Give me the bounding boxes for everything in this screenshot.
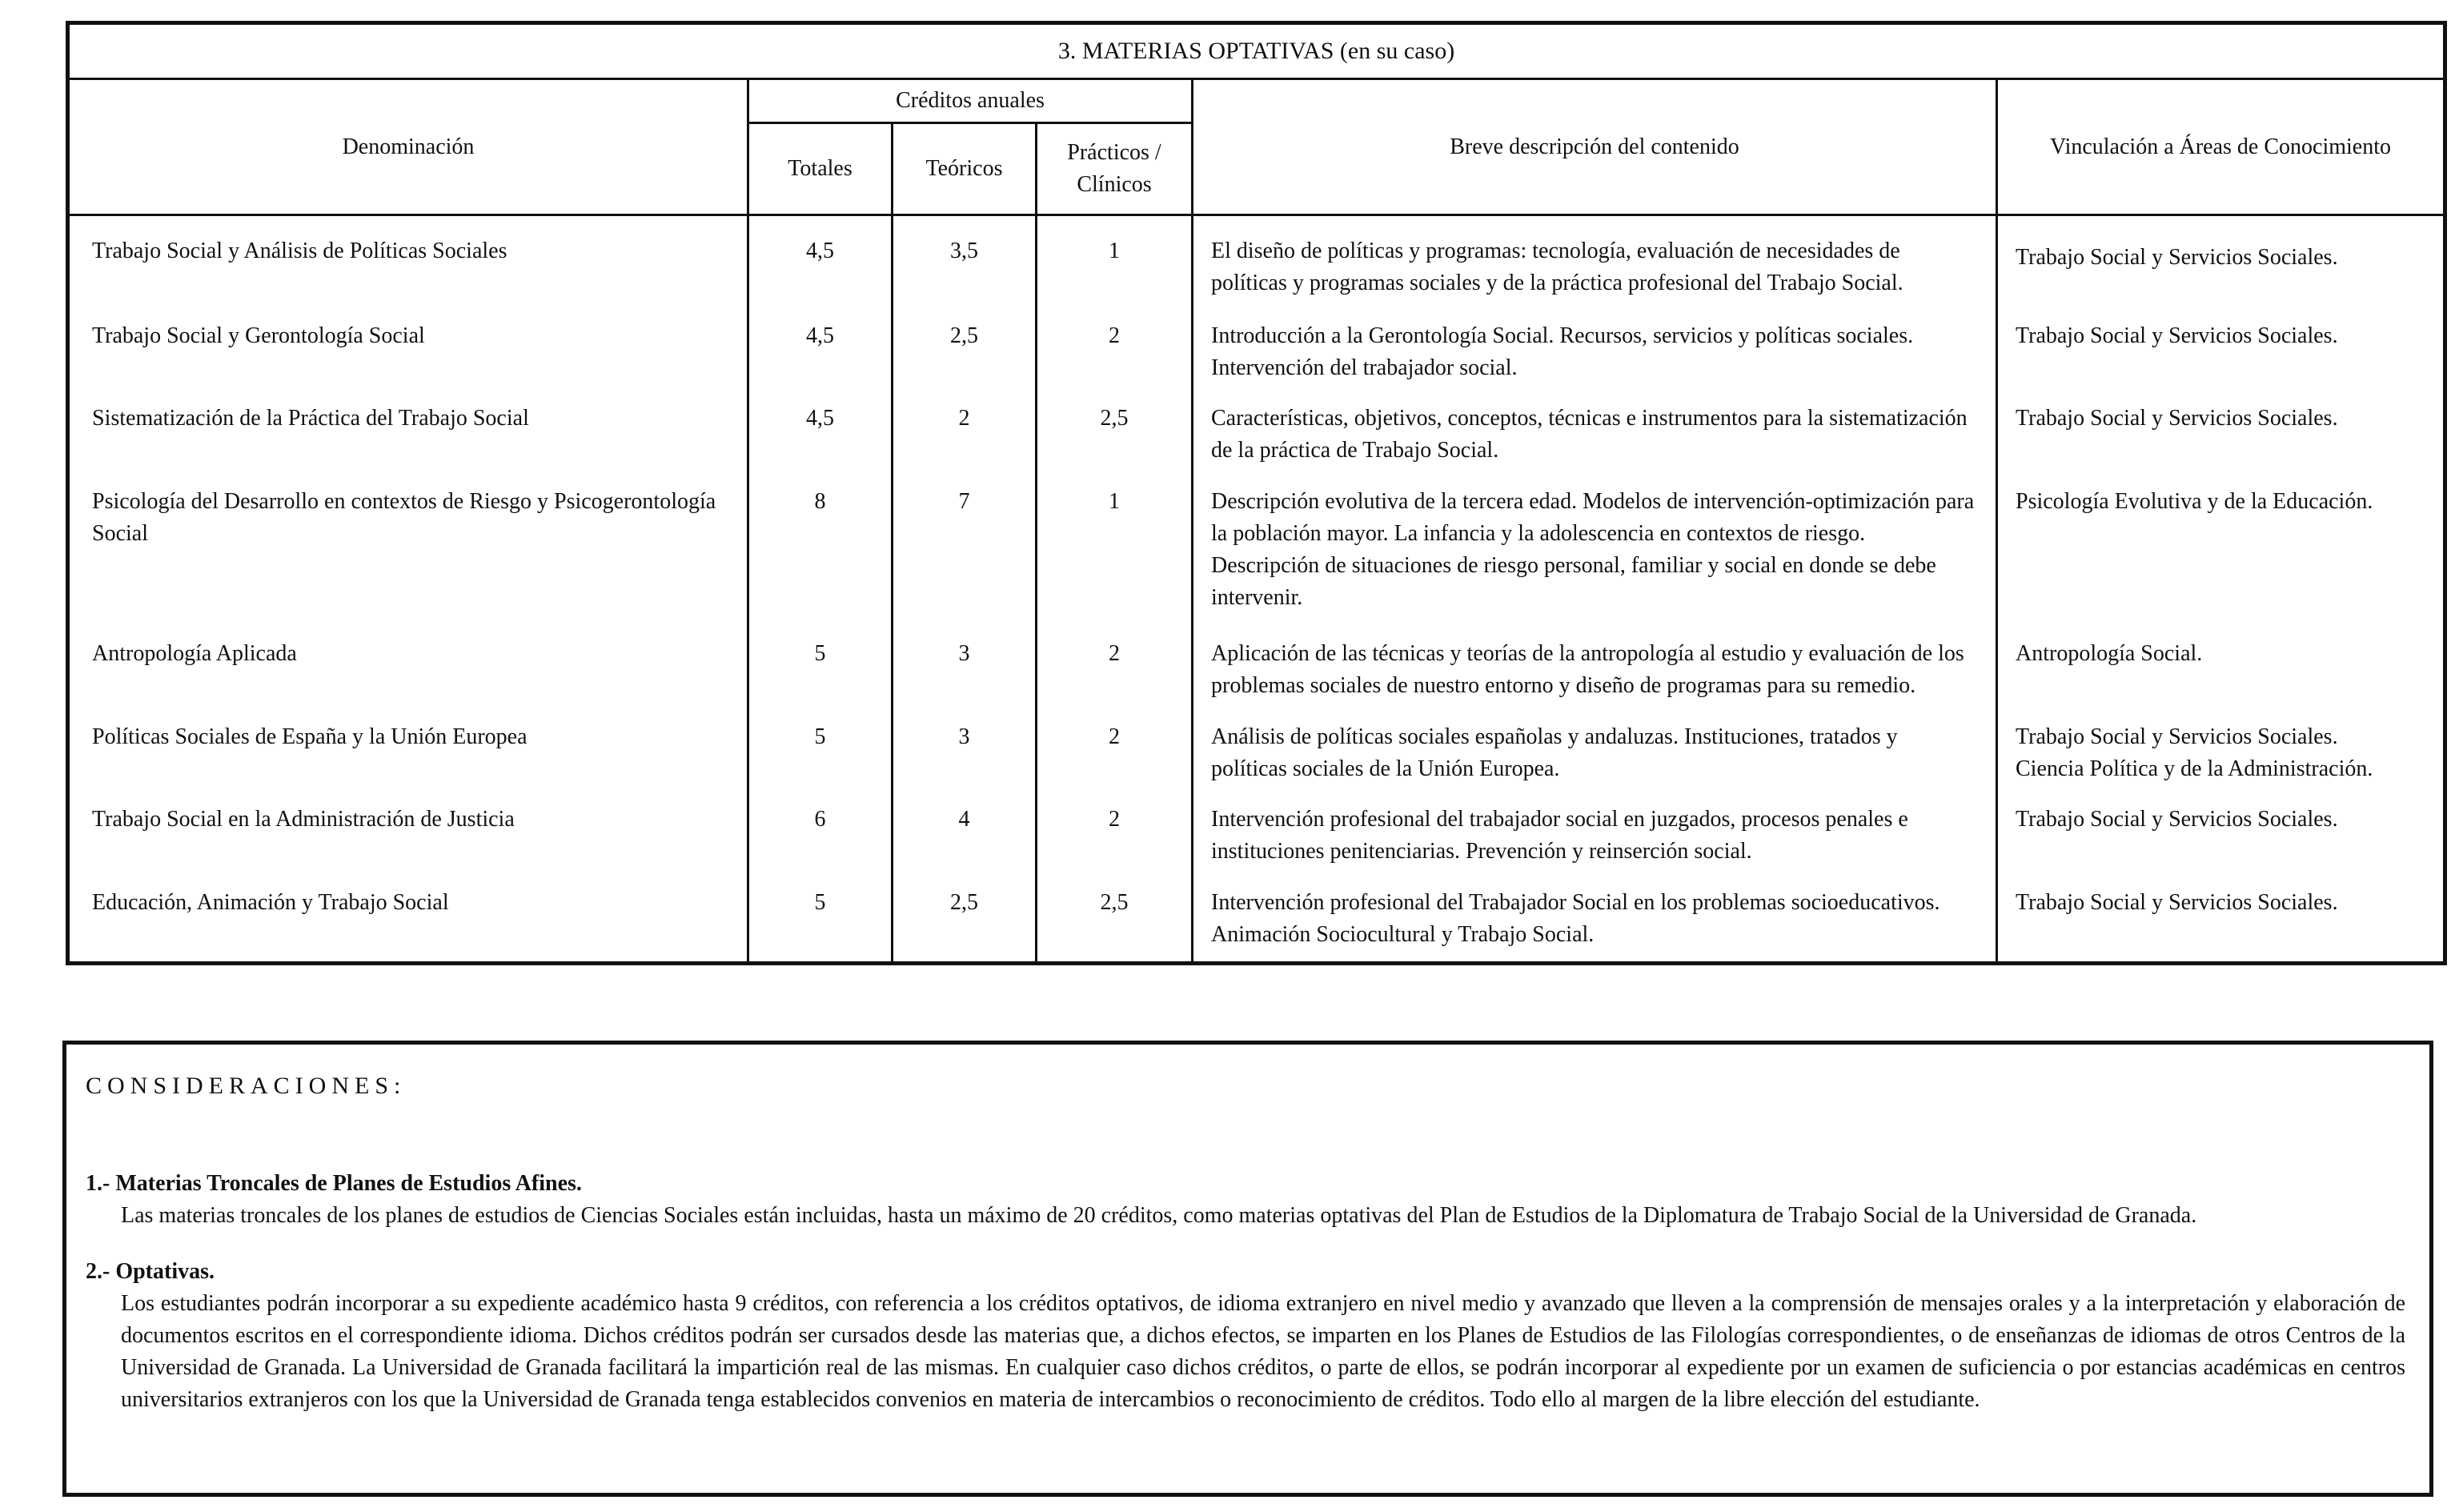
row-area: Antropología Social. [1997, 638, 2445, 721]
row-practicos: 2,5 [1037, 887, 1193, 964]
table-row [68, 887, 2445, 964]
consideracion-heading: 2.- Optativas. [86, 1259, 215, 1284]
row-practicos: 1 [1037, 215, 1193, 320]
table-row [68, 320, 2445, 403]
table-row [68, 215, 2445, 320]
consideraciones-title: CONSIDERACIONES: [86, 1073, 407, 1099]
row-area: Trabajo Social y Servicios Sociales. [1997, 887, 2445, 964]
row-practicos: 2 [1037, 638, 1193, 721]
table-row [68, 721, 2445, 804]
row-teoricos: 2,5 [893, 887, 1037, 964]
row-totales: 4,5 [748, 403, 893, 486]
header-totales: Totales [748, 123, 893, 215]
table-row [68, 403, 2445, 486]
header-denominacion: Denominación [68, 79, 748, 215]
row-nombre: Trabajo Social en la Administración de Justicia [68, 804, 748, 887]
header-descripcion: Breve descripción del contenido [1193, 79, 1997, 215]
row-totales: 6 [748, 804, 893, 887]
row-area-secondary: Ciencia Política y de la Administración. [2016, 756, 2373, 781]
row-teoricos: 3 [893, 721, 1037, 804]
header-practicos: Prácticos / Clínicos [1037, 123, 1193, 215]
row-nombre: Educación, Animación y Trabajo Social [68, 887, 748, 964]
row-descripcion: Características, objetivos, conceptos, técnicas e instrumentos para la sistematización de la práctica de Trabajo Social. [1193, 403, 1997, 486]
table-row [68, 638, 2445, 721]
row-area: Trabajo Social y Servicios Sociales. [1997, 320, 2445, 403]
row-nombre: Antropología Aplicada [68, 638, 748, 721]
row-teoricos: 4 [893, 804, 1037, 887]
table-row [68, 486, 2445, 638]
row-nombre: Sistematización de la Práctica del Trabajo Social [68, 403, 748, 486]
header-teoricos: Teóricos [893, 123, 1037, 215]
row-descripcion: Descripción evolutiva de la tercera edad. Modelos de intervención-optimización para la población mayor. La infancia y la adolescencia en contextos de riesgo. Descripción de situaciones de riesgo personal, familiar y social en donde se debe intervenir. [1193, 486, 1997, 638]
row-descripcion: Análisis de políticas sociales españolas y andaluzas. Instituciones, tratados y políticas sociales de la Unión Europea. [1193, 721, 1997, 804]
consideraciones-box [62, 1041, 2433, 1497]
row-teoricos: 3 [893, 638, 1037, 721]
row-descripcion: Intervención profesional del Trabajador Social en los problemas socioeducativos. Animación Sociocultural y Trabajo Social. [1193, 887, 1997, 964]
consideracion-text: Los estudiantes podrán incorporar a su expediente académico hasta 9 créditos, con referencia a los créditos optativos, de idioma extranjero en nivel medio y avanzado que lleven a la comprensión de mensajes orales y a la interpretación y elaboración de documentos escritos en el correspondiente idioma. Dichos créditos podrán ser cursados desde las materias que, a dichos efectos, se imparten en los Planes de Estudios de las Filologías correspondientes, o de enseñanzas de idiomas de otros Centros de la Universidad de Granada. La Universidad de Granada facilitará la impartición real de las mismas. En cualquier caso dichos créditos, o parte de ellos, se podrán incorporar al expediente por un examen de suficiencia o por estancias académicas en centros universitarios extranjeros con los que la Universidad de Granada tenga establecidos convenios en materia de intercambios o reconocimiento de créditos. Todo ello al margen de la libre elección del estudiante. [121, 1291, 2405, 1412]
row-nombre: Trabajo Social y Análisis de Políticas Sociales [68, 215, 748, 320]
table-row [68, 804, 2445, 887]
row-area: Trabajo Social y Servicios Sociales. [1997, 403, 2445, 486]
row-nombre: Trabajo Social y Gerontología Social [68, 320, 748, 403]
consideracion-item [86, 1256, 2405, 1416]
row-totales: 5 [748, 721, 893, 804]
row-totales: 5 [748, 887, 893, 964]
consideracion-text: Las materias troncales de los planes de estudios de Ciencias Sociales están incluidas, hasta un máximo de 20 créditos, como materias optativas del Plan de Estudios de la Diplomatura de Trabajo Social de la Universidad de Granada. [121, 1203, 2197, 1228]
row-teoricos: 2 [893, 403, 1037, 486]
row-area: Trabajo Social y Servicios Sociales. [1997, 804, 2445, 887]
row-descripcion: Intervención profesional del trabajador social en juzgados, procesos penales e instituciones penitenciarias. Prevención y reinserción social. [1193, 804, 1997, 887]
consideracion-heading: 1.- Materias Troncales de Planes de Estudios Afines. [86, 1171, 582, 1196]
row-area-cell [1997, 721, 2445, 804]
row-descripcion: El diseño de políticas y programas: tecnología, evaluación de necesidades de políticas y programas sociales y de la práctica profesional del Trabajo Social. [1193, 215, 1997, 320]
header-creditos-anuales: Créditos anuales [748, 79, 1193, 123]
row-totales: 4,5 [748, 320, 893, 403]
consideracion-item [86, 1168, 2405, 1232]
optativas-table [66, 21, 2447, 965]
row-teoricos: 2,5 [893, 320, 1037, 403]
row-practicos: 2 [1037, 320, 1193, 403]
row-area: Trabajo Social y Servicios Sociales. [1997, 215, 2445, 320]
row-teoricos: 7 [893, 486, 1037, 638]
row-area: Psicología Evolutiva y de la Educación. [1997, 486, 2445, 638]
row-practicos: 2,5 [1037, 403, 1193, 486]
row-practicos: 2 [1037, 721, 1193, 804]
table-title: 3. MATERIAS OPTATIVAS (en su caso) [68, 23, 2445, 79]
row-totales: 4,5 [748, 215, 893, 320]
row-totales: 8 [748, 486, 893, 638]
row-totales: 5 [748, 638, 893, 721]
row-practicos: 1 [1037, 486, 1193, 638]
row-descripcion: Aplicación de las técnicas y teorías de la antropología al estudio y evaluación de los problemas sociales de nuestro entorno y diseño de programas para su remedio. [1193, 638, 1997, 721]
row-descripcion: Introducción a la Gerontología Social. Recursos, servicios y políticas sociales. Intervención del trabajador social. [1193, 320, 1997, 403]
header-vinculacion: Vinculación a Áreas de Conocimiento [1997, 79, 2445, 215]
row-area: Trabajo Social y Servicios Sociales. [2016, 724, 2338, 749]
row-practicos: 2 [1037, 804, 1193, 887]
row-nombre: Psicología del Desarrollo en contextos de Riesgo y Psicogerontología Social [68, 486, 748, 638]
row-teoricos: 3,5 [893, 215, 1037, 320]
row-nombre: Políticas Sociales de España y la Unión Europea [68, 721, 748, 804]
